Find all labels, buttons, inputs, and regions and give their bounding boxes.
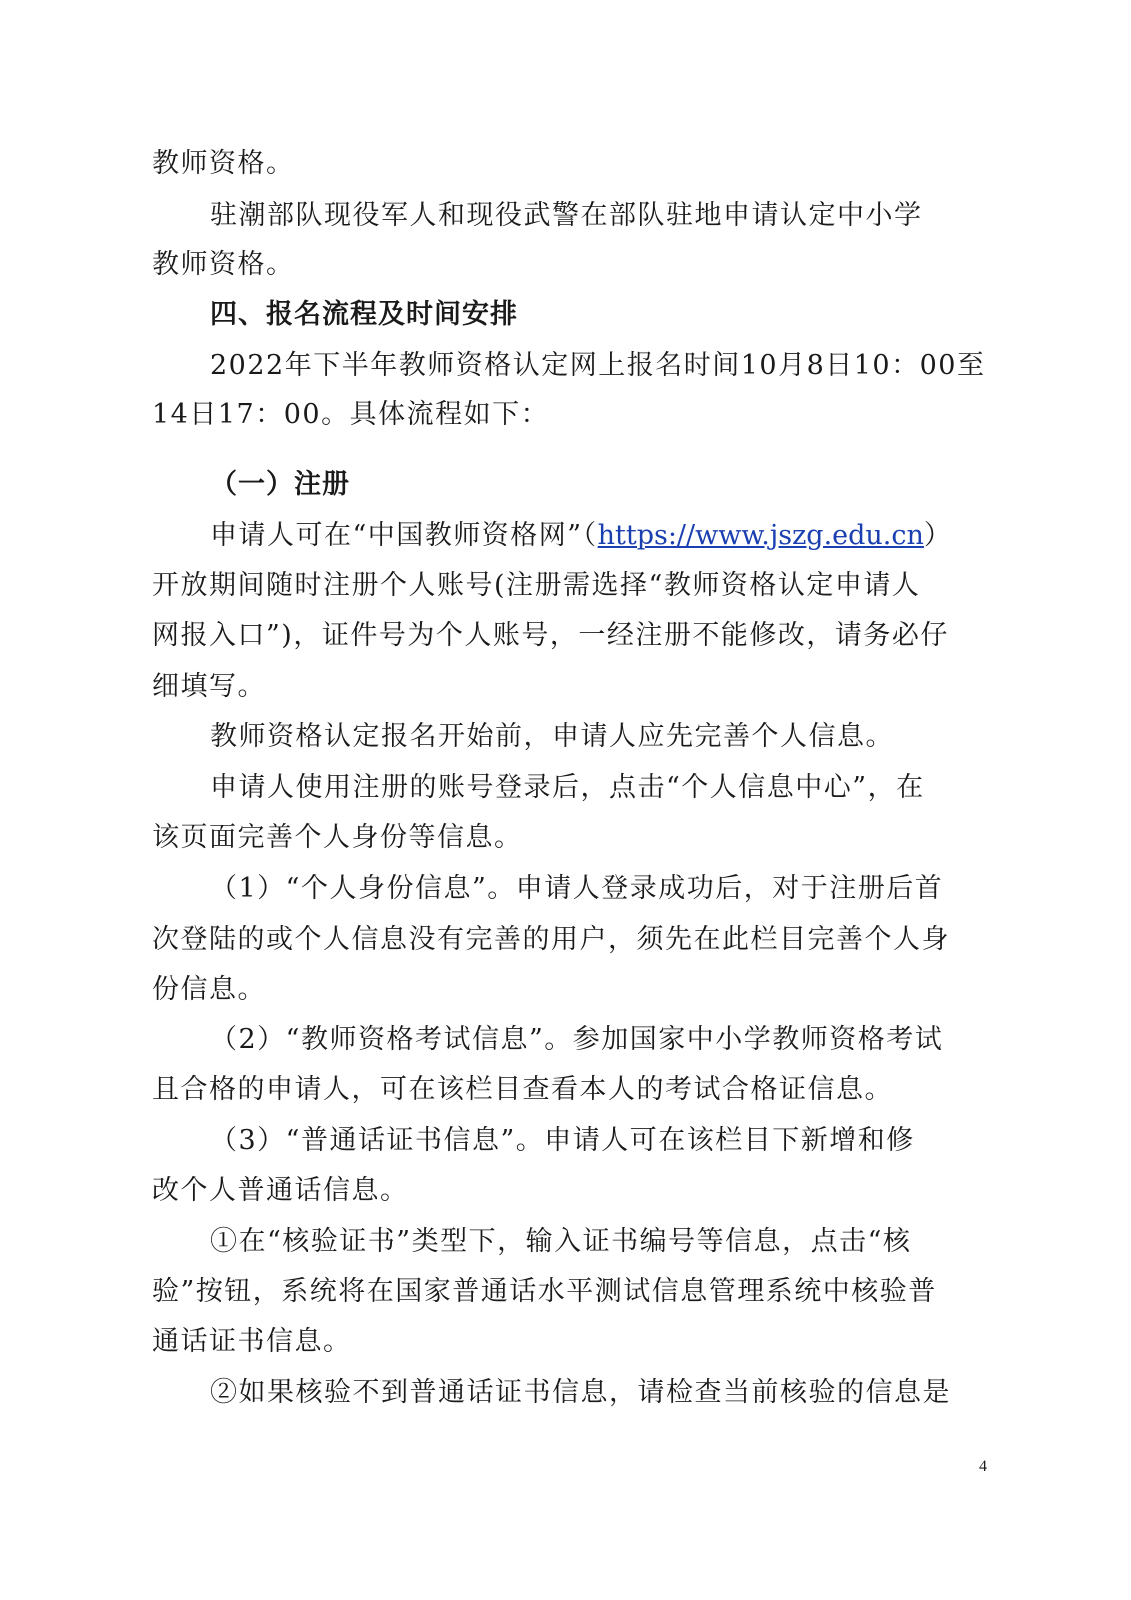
paragraph-text: 驻潮部队现役军人和现役武警在部队驻地申请认定中小学 [210,200,923,231]
text-line: 教师资格。 [152,148,295,179]
paragraph-text: ②如果核验不到普通话证书信息，请检查当前核验的信息是 [210,1377,951,1408]
text-line: 14日17：00。具体流程如下： [152,399,550,430]
text-line: 通话证书信息。 [152,1326,352,1357]
subsection-heading: （一）注册 [210,469,350,500]
paragraph-text: 教师资格认定报名开始前，申请人应先完善个人信息。 [210,721,894,752]
text-line: 验”按钮，系统将在国家普通话水平测试信息管理系统中核验普 [152,1276,937,1307]
paragraph-text [210,518,984,554]
text-line: 改个人普通话信息。 [152,1175,409,1206]
text-segment: ） [923,520,953,551]
paragraph-text: 2022年下半年教师资格认定网上报名时间10月8日10：00至 [210,350,986,381]
text-segment: 申请人可在“中国教师资格网”（ [210,520,598,551]
paragraph-text: （1）“个人身份信息”。申请人登录成功后，对于注册后首 [210,873,944,904]
paragraph-text: （2）“教师资格考试信息”。参加国家中小学教师资格考试 [210,1024,944,1055]
text-line: 份信息。 [152,974,266,1005]
section-heading: 四、报名流程及时间安排 [210,299,518,330]
paragraph-text: （3）“普通话证书信息”。申请人可在该栏目下新增和修 [210,1125,915,1156]
text-line: 次登陆的或个人信息没有完善的用户，须先在此栏目完善个人身 [152,924,950,955]
text-line: 细填写。 [152,671,266,702]
text-line: 且合格的申请人，可在该栏目查看本人的考试合格证信息。 [152,1074,893,1105]
website-link[interactable]: https://www.jszg.edu.cn [597,520,924,551]
page-number: 4 [979,1458,987,1475]
text-line: 网报入口”)，证件号为个人账号，一经注册不能修改，请务必仔 [152,620,949,651]
paragraph-text: 申请人使用注册的账号登录后，点击“个人信息中心”，在 [210,772,925,803]
text-line: 该页面完善个人身份等信息。 [152,822,523,853]
text-line: 开放期间随时注册个人账号(注册需选择“教师资格认定申请人 [152,570,921,601]
paragraph-text: ①在“核验证书”类型下，输入证书编号等信息，点击“核 [210,1226,912,1257]
text-line: 教师资格。 [152,249,295,280]
